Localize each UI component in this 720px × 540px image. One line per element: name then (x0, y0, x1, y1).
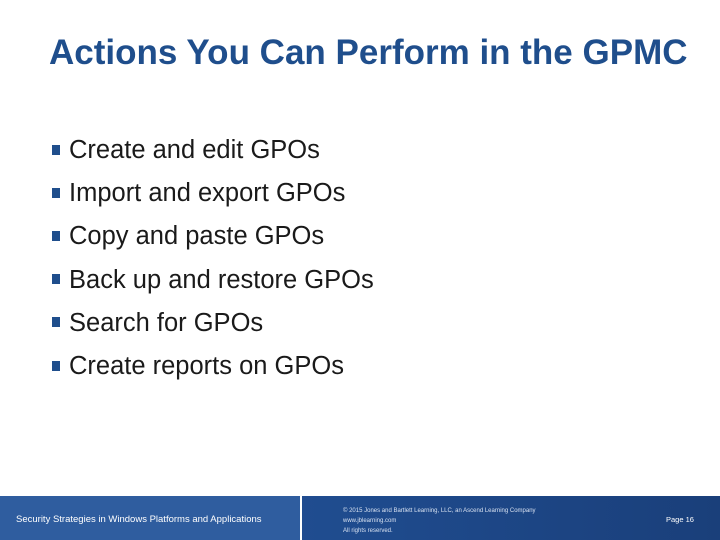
square-bullet-icon (52, 274, 60, 284)
bullet-text: Search for GPOs (69, 308, 264, 337)
copyright-text: © 2015 Jones and Bartlett Learning, LLC, an Ascend Learning Company (343, 508, 536, 514)
bullet-text: Create reports on GPOs (69, 352, 344, 381)
page-number: Page 16 (666, 515, 694, 524)
rights-text: All rights reserved. (343, 528, 393, 534)
bullet-text: Copy and paste GPOs (69, 222, 325, 251)
bullet-item (52, 302, 374, 345)
bullet-text: Import and export GPOs (69, 179, 346, 208)
footer-legal (343, 506, 536, 536)
bullet-item (52, 345, 374, 388)
square-bullet-icon (52, 231, 60, 241)
bullet-text: Create and edit GPOs (69, 136, 320, 165)
bullet-item (52, 215, 374, 258)
bullet-item (52, 259, 374, 302)
footer-bar (0, 496, 720, 540)
website-text: www.jblearning.com (343, 518, 397, 524)
slide-title: Actions You Can Perform in the GPMC (49, 33, 688, 72)
bullet-text: Back up and restore GPOs (69, 265, 374, 294)
footer-divider (300, 496, 302, 540)
square-bullet-icon (52, 361, 60, 371)
bullet-item (52, 129, 374, 172)
square-bullet-icon (52, 188, 60, 198)
bullet-item (52, 172, 374, 215)
footer-course-panel (0, 496, 300, 540)
square-bullet-icon (52, 317, 60, 327)
bullet-list (52, 129, 374, 388)
course-title: Security Strategies in Windows Platforms and Applications (16, 514, 262, 525)
square-bullet-icon (52, 145, 60, 155)
